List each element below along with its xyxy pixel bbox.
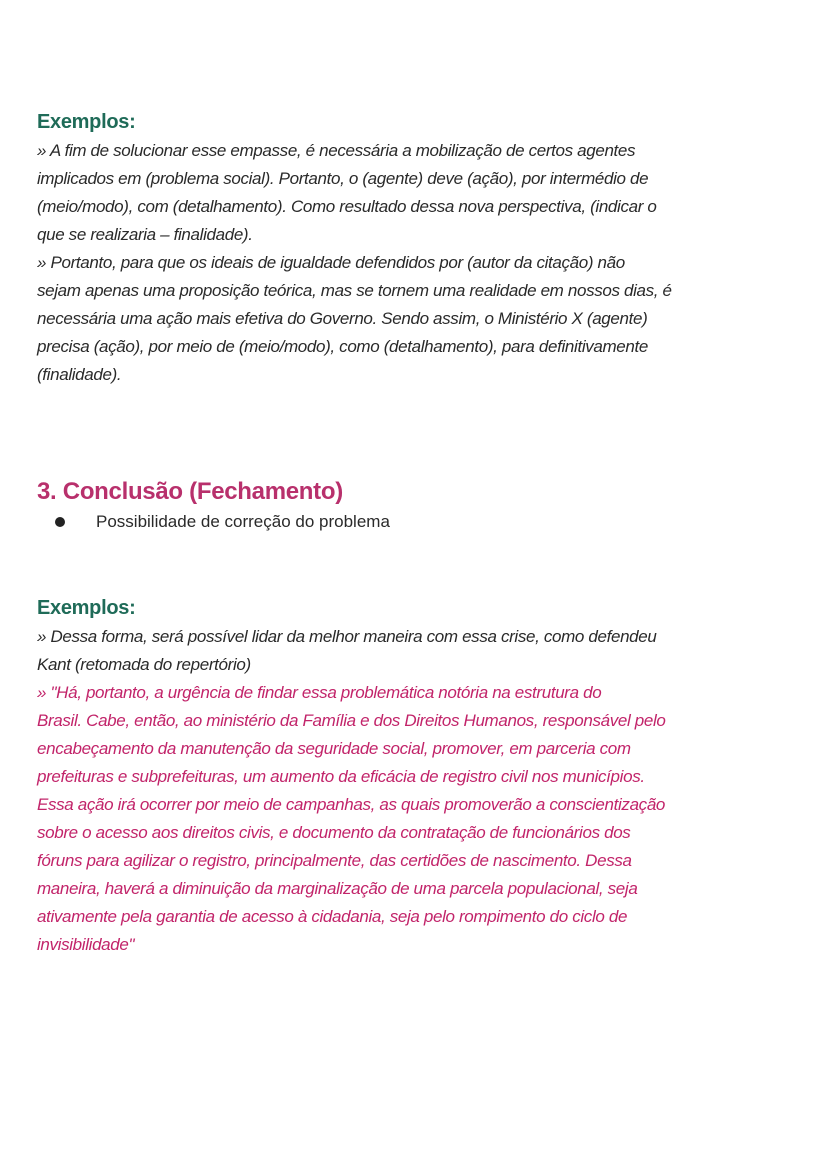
- example-paragraph: [37, 249, 672, 389]
- examples-section-1: [37, 107, 672, 389]
- text-line: precisa (ação), por meio de (meio/modo), como (detalhamento), para definitivamente: [37, 337, 648, 356]
- bullet-text: Possibilidade de correção do problema: [96, 512, 390, 531]
- text-line: » A fim de solucionar esse empasse, é necessária a mobilização de certos agentes: [37, 141, 636, 160]
- text-line: sejam apenas uma proposição teórica, mas se tornem uma realidade em nossos dias, é: [37, 281, 672, 300]
- section-heading: 3. Conclusão (Fechamento): [37, 478, 343, 505]
- text-line: Kant (retomada do repertório): [37, 655, 251, 674]
- text-line: invisibilidade": [37, 935, 135, 954]
- text-line: maneira, haverá a diminuição da marginalização de uma parcela populacional, seja: [37, 879, 638, 898]
- bullet-icon: [55, 517, 65, 527]
- text-line: encabeçamento da manutenção da seguridade social, promover, em parceria com: [37, 739, 631, 758]
- examples-label: Exemplos:: [37, 111, 136, 133]
- example-paragraph: [37, 623, 666, 679]
- text-line: que se realizaria – finalidade).: [37, 225, 253, 244]
- bullet-item: [55, 508, 390, 536]
- examples-section-3: [37, 593, 666, 959]
- text-line: (meio/modo), com (detalhamento). Como resultado dessa nova perspectiva, (indicar o: [37, 197, 657, 216]
- text-line: (finalidade).: [37, 365, 122, 384]
- text-line: sobre o acesso aos direitos civis, e documento da contratação de funcionários dos: [37, 823, 631, 842]
- example-paragraph-highlighted: [37, 679, 666, 959]
- text-line: » "Há, portanto, a urgência de findar essa problemática notória na estrutura do: [37, 683, 602, 702]
- text-line: » Portanto, para que os ideais de igualdade defendidos por (autor da citação) não: [37, 253, 625, 272]
- text-line: Essa ação irá ocorrer por meio de campanhas, as quais promoverão a conscientização: [37, 795, 666, 814]
- text-line: prefeituras e subprefeituras, um aumento da eficácia de registro civil nos municípios.: [37, 767, 645, 786]
- text-line: implicados em (problema social). Portanto, o (agente) deve (ação), por intermédio de: [37, 169, 649, 188]
- example-paragraph: [37, 137, 672, 249]
- text-line: ativamente pela garantia de acesso à cidadania, seja pelo rompimento do ciclo de: [37, 907, 628, 926]
- text-line: Brasil. Cabe, então, ao ministério da Família e dos Direitos Humanos, responsável pelo: [37, 711, 666, 730]
- text-line: fóruns para agilizar o registro, principalmente, das certidões de nascimento. Dessa: [37, 851, 632, 870]
- text-line: necessária uma ação mais efetiva do Governo. Sendo assim, o Ministério X (agente): [37, 309, 648, 328]
- conclusion-section: [37, 476, 390, 536]
- examples-label: Exemplos:: [37, 597, 136, 619]
- text-line: » Dessa forma, será possível lidar da melhor maneira com essa crise, como defendeu: [37, 627, 657, 646]
